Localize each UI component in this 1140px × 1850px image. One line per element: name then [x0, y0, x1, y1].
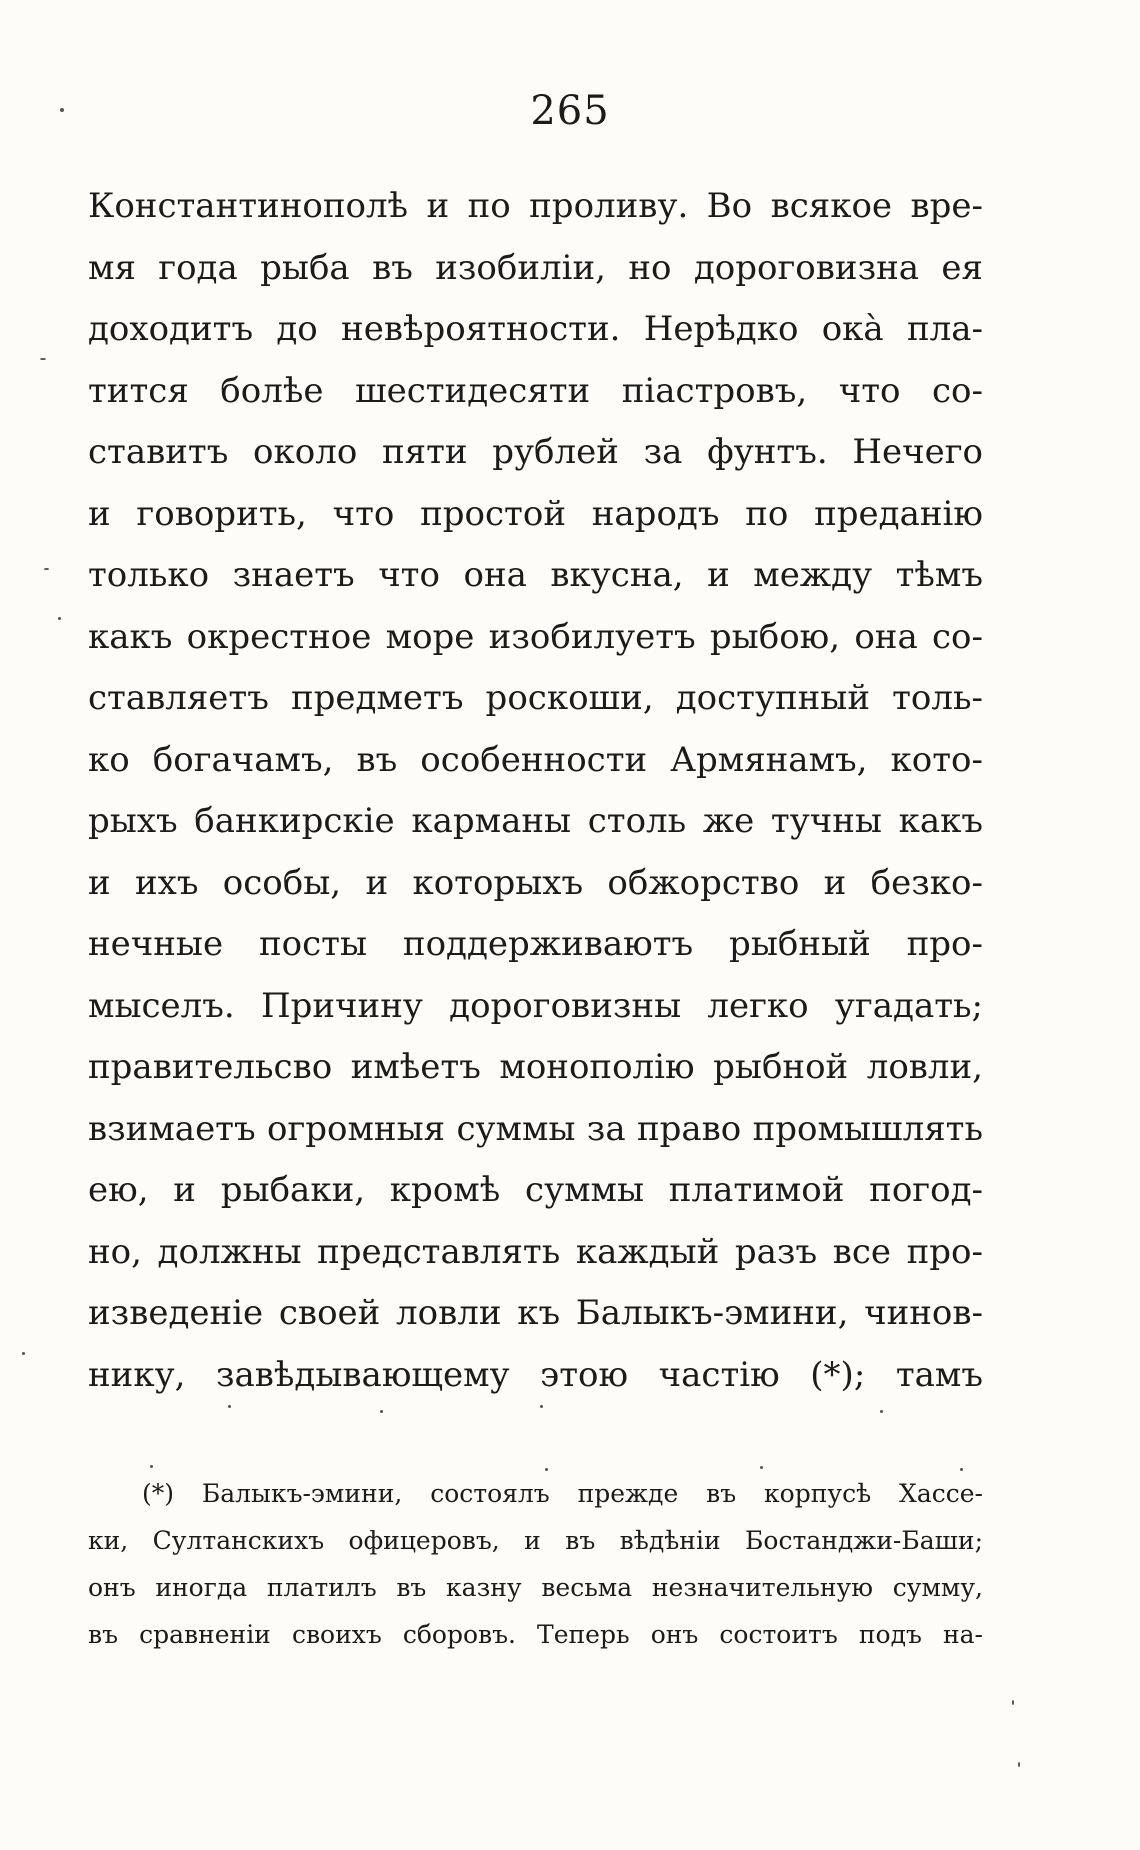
body-line: ставитъ около пяти рублей за фунтъ. Нечего — [88, 432, 983, 472]
scan-speck — [545, 1468, 548, 1471]
scan-speck — [40, 358, 46, 360]
footnote — [88, 1470, 983, 1658]
footnote-line: онъ иногда платилъ въ казну весьма незначительную сумму, — [88, 1573, 983, 1602]
body-line: изведеніе своей ловли къ Балыкъ-эмини, чинов- — [88, 1293, 983, 1333]
scan-speck — [1012, 1700, 1014, 1705]
page-number: 265 — [530, 88, 610, 134]
body-line: ставляетъ предметъ роскоши, доступный толь- — [88, 678, 983, 718]
scan-speck — [44, 568, 49, 570]
body-line: и ихъ особы, и которыхъ обжорство и безко- — [88, 862, 983, 903]
scan-speck — [60, 108, 64, 112]
body-text — [88, 176, 983, 1406]
body-line: рыхъ банкирскіе карманы столь же тучны какъ — [88, 801, 983, 841]
body-line: ко богачамъ, въ особенности Армянамъ, кото- — [88, 739, 983, 780]
scan-speck — [22, 1352, 25, 1355]
body-line: Константинополѣ и по проливу. Во всякое вре- — [88, 186, 983, 226]
scan-speck — [380, 1410, 383, 1413]
body-line: правительсво имѣетъ монополію рыбной ловли, — [88, 1047, 983, 1087]
body-line: только знаетъ что она вкусна, и между тѣмъ — [88, 555, 983, 595]
scan-speck — [540, 1405, 543, 1408]
footnote-line: (*) Балыкъ-эмини, состоялъ прежде въ корпусѣ Хассе- — [142, 1479, 983, 1508]
body-line: мя года рыба въ изобиліи, но дороговизна ея — [88, 247, 983, 288]
scan-speck — [1018, 1762, 1020, 1767]
scan-speck — [880, 1410, 883, 1413]
footnote-line: ки, Султанскихъ офицеровъ, и въ вѣдѣніи Бостанджи-Баши; — [88, 1526, 983, 1555]
body-line: нику, завѣдывающему этою частію (*); тамъ — [88, 1354, 983, 1395]
scan-speck — [228, 1405, 231, 1408]
body-line: нечные посты поддерживаютъ рыбный про- — [88, 924, 983, 964]
body-line: взимаетъ огромныя суммы за право промышлять — [88, 1108, 983, 1149]
scan-speck — [150, 1465, 153, 1468]
body-line: ею, и рыбаки, кромѣ суммы платимой погод- — [88, 1170, 983, 1210]
body-line: какъ окрестное море изобилуетъ рыбою, она со- — [88, 616, 983, 657]
scan-speck — [58, 617, 61, 620]
scan-speck — [760, 1466, 763, 1469]
footnote-line: въ сравненіи своихъ сборовъ. Теперь онъ состоитъ подъ на- — [88, 1620, 983, 1649]
body-line: тится болѣе шестидесяти піастровъ, что со- — [88, 370, 983, 411]
scan-speck — [960, 1468, 963, 1471]
body-line: и говорить, что простой народъ по преданію — [88, 493, 983, 534]
body-line: мыселъ. Причину дороговизны легко угадать; — [88, 985, 983, 1026]
body-line: но, должны представлять каждый разъ все про- — [88, 1231, 983, 1272]
body-line: доходитъ до невѣроятности. Нерѣдко окà пла- — [88, 309, 983, 349]
